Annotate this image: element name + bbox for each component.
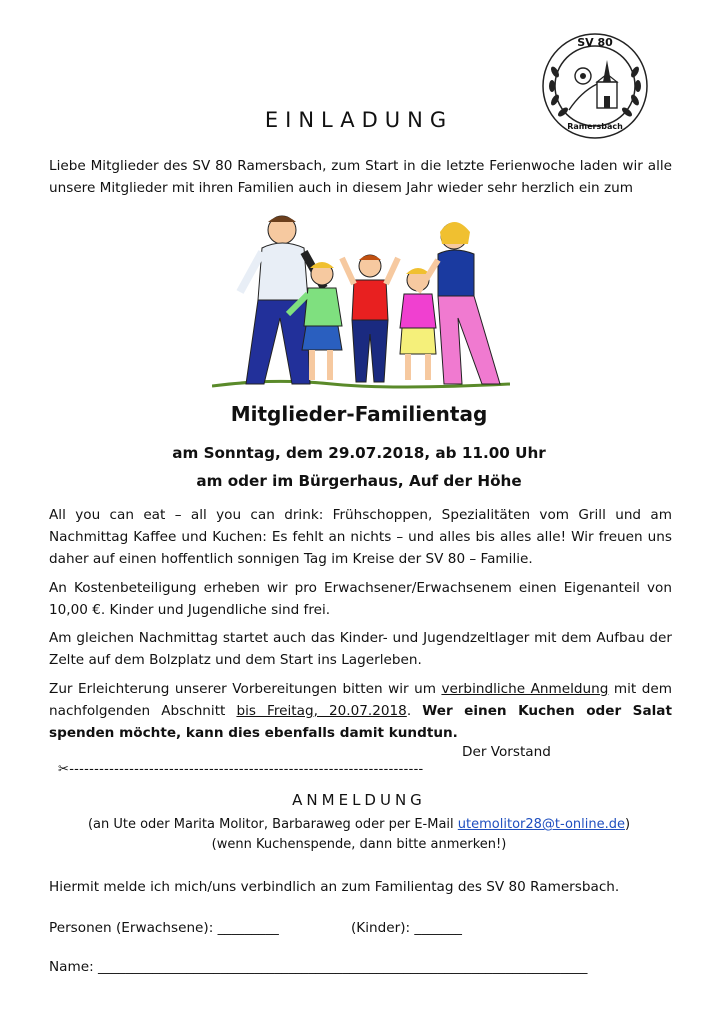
logo-bottom-text: Ramersbach [567,122,623,131]
paragraph-registration [49,678,672,744]
family-illustration [212,208,510,392]
registration-title: ANMELDUNG [292,791,426,809]
donation-note-bold: Wer einen Kuchen oder Salat spenden möchte, kann dies ebenfalls damit kundtun. [49,703,672,741]
binding-registration-underlined: verbindliche Anmeldung [441,681,609,697]
registration-statement: Hiermit melde ich mich/uns verbindlich an zum Familientag des SV 80 Ramersbach. [49,879,620,895]
paragraph-food: All you can eat – all you can drink: Frühschoppen, Spezialitäten vom Grill und am Nachmittag Kaffee und Kuchen: Es fehlt an nichts – und alles bis alles alle! Wir freuen uns daher auf einen hoffentlich sonnigen Tag im Kreise der SV 80 – Familie. [49,507,672,567]
intro-paragraph: Liebe Mitglieder des SV 80 Ramersbach, zum Start in die letzte Ferienwoche laden wir alle unsere Mitglieder mit ihren Familien auch in diesem Jahr wieder sehr herzlich ein zum [49,158,672,196]
event-name: Mitglieder-Familientag [230,402,488,426]
invitation-title: EINLADUNG [264,108,454,132]
kids-field[interactable]: (Kinder): _______ [351,920,462,936]
cake-donation-note: (wenn Kuchenspende, dann bitte anmerken!) [211,837,507,852]
contact-text-a: (an Ute oder Marita Molitor, Barbaraweg oder per E-Mail [87,817,458,832]
deadline-underlined: bis Freitag, 20.07.2018 [236,703,407,719]
signature: Der Vorstand [462,744,551,760]
event-date-line: am Sonntag, dem 29.07.2018, ab 11.00 Uhr [172,444,546,462]
registration-text-b: mit dem nachfolgenden Abschnitt [49,681,672,719]
contact-text-b: ) [624,817,631,832]
registration-contact-line [0,815,718,835]
registration-text-c: . [406,703,423,719]
adults-field[interactable]: Personen (Erwachsene): _________ [49,920,279,936]
paragraph-camp: Am gleichen Nachmittag startet auch das Kinder- und Jugendzeltlager mit dem Aufbau der Zelte auf dem Bolzplatz und dem Start ins Lagerleben. [49,630,672,668]
event-place-line: am oder im Bürgerhaus, Auf der Höhe [196,472,522,490]
paragraph-cost: An Kostenbeteiligung erheben wir pro Erwachsener/Erwachsenem einen Eigenanteil von 10,00 €. Kinder und Jugendliche sind frei. [49,580,672,618]
name-field[interactable]: Name: ________________________________________________________________________ [49,959,588,975]
email-link[interactable]: utemolitor28@t-online.de [457,817,625,832]
logo-top-text: SV 80 [577,36,613,49]
cut-line: ✂----------------------------------------------------------------------- [58,762,424,777]
registration-text-a: Zur Erleichterung unserer Vorbereitungen bitten wir um [49,681,442,697]
